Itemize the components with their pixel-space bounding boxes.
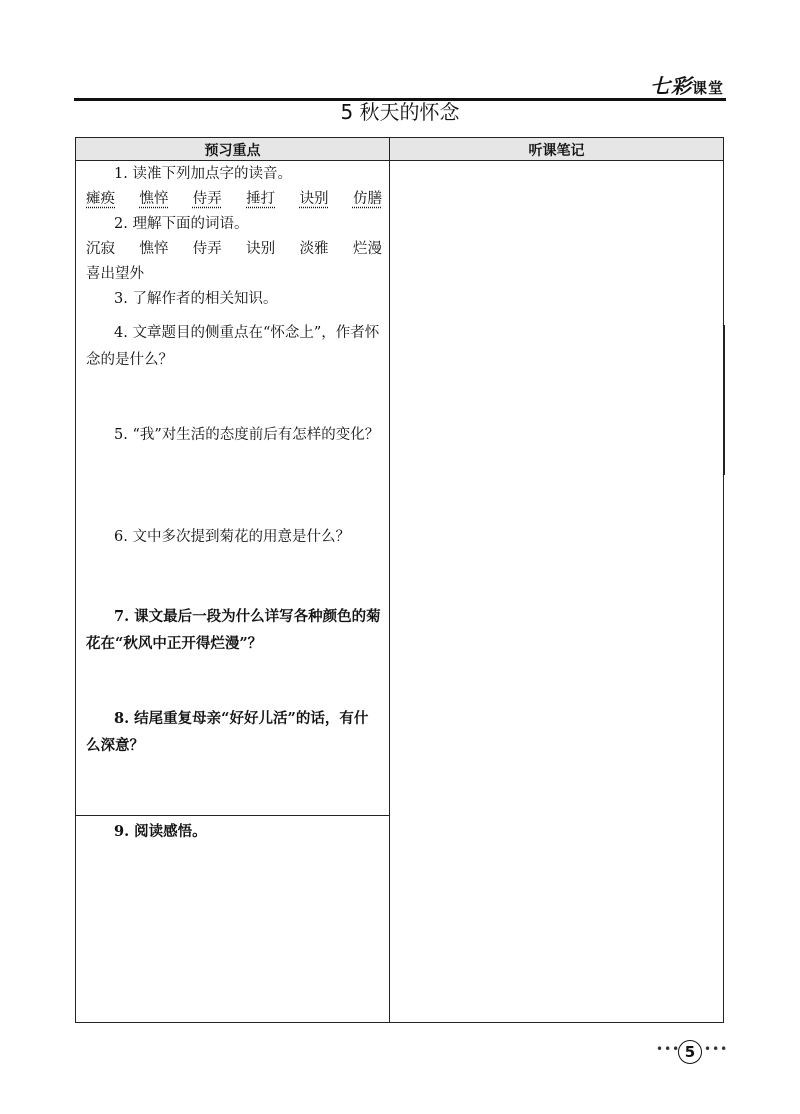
word: 瘫痪 [86, 191, 115, 207]
word: 仿膳 [352, 191, 382, 207]
word: 捶打 [246, 191, 276, 207]
question-2-extra-word: 喜出望外 [86, 266, 144, 282]
question-3: 3. 了解作者的相关知识。 [114, 291, 278, 307]
question-2: 2. 理解下面的词语。 [114, 216, 249, 232]
brand-suffix: 课堂 [691, 79, 724, 97]
question-6: 6. 文中多次提到菊花的用意是什么？ [114, 529, 350, 545]
question-8: 8. 结尾重复母亲“好好儿活”的话，有什么深意？ [86, 710, 369, 754]
word: 侍弄 [192, 191, 222, 207]
right-column-header: 听课笔记 [528, 143, 585, 159]
questions-1-3 [86, 162, 382, 312]
page-number-value: 5 [678, 1040, 702, 1064]
question-4: 4. 文章题目的侧重点在“怀念上”，作者怀念的是什么？ [86, 325, 380, 368]
word: 憔悴 [139, 191, 169, 207]
row-divider [76, 815, 389, 816]
page-number [656, 1040, 729, 1064]
column-divider [389, 138, 390, 1022]
left-column-header: 预习重点 [204, 143, 261, 159]
question-7: 7. 课文最后一段为什么详写各种颜色的菊花在“秋风中正开得烂漫”？ [86, 608, 381, 652]
brand-logo [650, 70, 724, 99]
word: 憔悴 [139, 241, 169, 257]
edge-bar [723, 325, 725, 475]
question-2-words [86, 237, 382, 262]
page-dots-right: ••• [704, 1042, 729, 1056]
word: 沉寂 [86, 241, 115, 257]
question-1: 1. 读准下列加点字的读音。 [114, 166, 292, 182]
question-5: 5. “我”对生活的态度前后有怎样的变化？ [114, 427, 380, 443]
word: 淡雅 [299, 241, 329, 257]
question-9: 9. 阅读感悟。 [114, 823, 207, 840]
question-1-words [86, 187, 382, 212]
word: 烂漫 [352, 241, 382, 257]
word: 侍弄 [192, 241, 222, 257]
word: 诀别 [246, 241, 276, 257]
lesson-title: 5 秋天的怀念 [340, 100, 460, 124]
brand-name: 七彩 [649, 74, 692, 98]
table-header [76, 138, 723, 161]
word: 诀别 [299, 191, 329, 207]
preview-notes-table [75, 137, 724, 1023]
page-dots-left: ••• [656, 1042, 681, 1056]
